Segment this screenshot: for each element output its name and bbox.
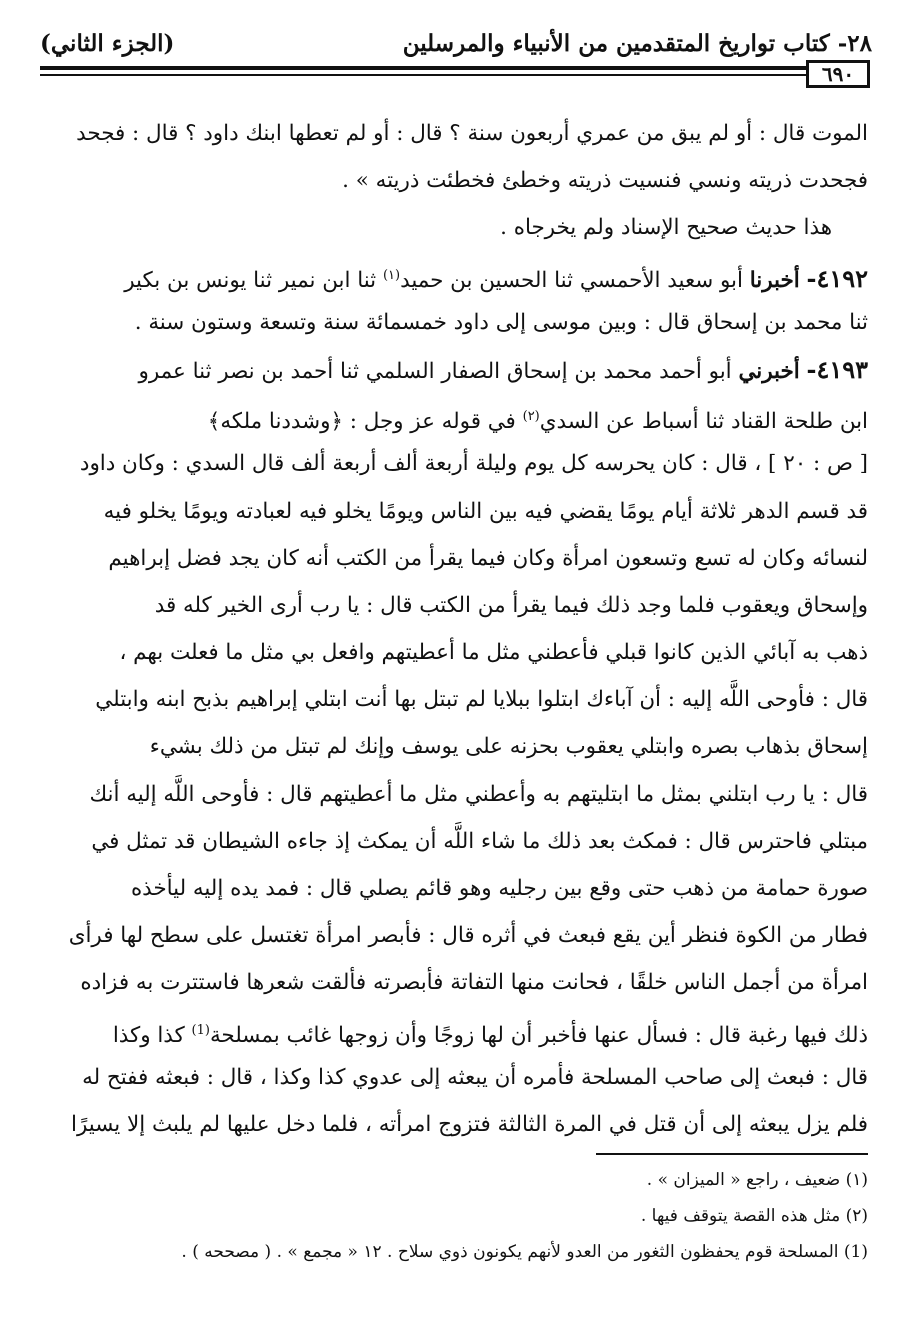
text-line: امرأة من أجمل الناس خلقًا ، فحانت منها التفاتة فأبصرته فألقت شعرها فاستترت به فزاده — [80, 970, 868, 996]
text-line: هذا حديث صحيح الإسناد ولم يخرجاه . — [500, 215, 832, 241]
text-line: ذهب به آبائي الذين كانوا قبلي فأعطني مثل ما أعطيتهم وافعل بي مثل ما فعلت بهم ، — [119, 640, 868, 666]
text-line — [50, 1007, 868, 1054]
footnote: (١) ضعيف ، راجع « الميزان » . — [646, 1170, 868, 1190]
chapter-title: ٢٨- كتاب تواريخ المتقدمين من الأنبياء والمرسلين — [402, 30, 872, 57]
text-line: لنسائه وكان له تسع وتسعون امرأة وكان فيما يقرأ من الكتب أنه كان يجد فضل إبراهيم — [108, 545, 868, 571]
volume-label: (الجزء الثاني) — [40, 30, 175, 57]
header-rule-thick — [40, 66, 806, 70]
text-line: إسحاق بذهاب بصره وابتلي يعقوب بحزنه على يوسف وإنك لم تبتل من ذلك بشيء — [149, 734, 868, 760]
footnote-divider — [596, 1153, 868, 1155]
narration-keyword: أخبرني — [738, 358, 800, 384]
text-line: قال : فأوحى اللَّه إليه : أن آباءك ابتلوا ببلايا لم تبتل بها أنت ابتلي إبراهيم بذبح ابنه وابتلي — [95, 687, 868, 713]
body-text: ذلك فيها رغبة قال : فسأل عنها فأخبر أن لها زوجًا وأن زوجها غائب بمسلحة — [209, 1022, 868, 1048]
text-line: [ ص : ٢٠ ] ، قال : كان يحرسه كل يوم وليلة أربعة ألف أربعة ألف قال السدي : وكان داود — [79, 451, 868, 477]
footnote-ref: (١) — [382, 267, 401, 283]
text-line: ثنا محمد بن إسحاق قال : وبين موسى إلى داود خمسمائة سنة وتسعة وستون سنة . — [134, 309, 868, 335]
hadith-4192-line — [50, 252, 868, 299]
header-rule-thin — [40, 74, 806, 76]
page-number: ٦٩٠ — [806, 60, 870, 88]
text-line: الموت قال : أو لم يبق من عمري أربعون سنة ؟ قال : أو لم تعطها ابنك داود ؟ قال : فجحد — [76, 121, 868, 146]
isnad-text: أبو سعيد الأحمسي ثنا الحسين بن حميد — [400, 267, 743, 293]
main-text — [50, 110, 868, 1148]
hadith-number: ٤١٩٢- — [806, 263, 868, 293]
text-line: وإسحاق ويعقوب فلما وجد ذلك فيما يقرأ من الكتب قال : يا رب أرى الخير كله قد — [154, 592, 868, 618]
text-line: فجحدت ذريته ونسي فنسيت ذريته وخطئ فخطئت ذريته » . — [342, 168, 868, 194]
text-line: فلم يزل يبعثه إلى أن قتل في المرة الثالثة فتزوج امرأته ، فلما دخل عليها لم يلبث إلا يسيرًا — [71, 1111, 868, 1137]
footnote-ref: (1) — [191, 1022, 210, 1038]
hadith-number: ٤١٩٣- — [806, 354, 868, 384]
text-line — [50, 393, 868, 440]
footnote: (1) المسلحة قوم يحفظون الثغور من العدو لأنهم يكونون ذوي سلاح . ١٢ « مجمع » . ( مصححه ) . — [181, 1242, 868, 1262]
quran-quote: في قوله عز وجل : ﴿وشددنا ملكه﴾ — [207, 409, 516, 435]
isnad-text: ثنا ابن نمير ثنا يونس بن بكير — [124, 267, 377, 293]
footnote: (٢) مثل هذه القصة يتوقف فيها . — [640, 1206, 868, 1226]
body-text: كذا وكذا — [112, 1022, 185, 1048]
footnote-ref: (٢) — [522, 409, 540, 425]
text-line: قال : يا رب ابتلني بمثل ما ابتليتهم به وأعطني مثل ما أعطيتهم قال : فأوحى اللَّه إليه أنك — [89, 781, 868, 807]
text-line: صورة حمامة من ذهب حتى وقع بين رجليه وهو قائم يصلي قال : فمد يده إليه ليأخذه — [130, 876, 868, 901]
text-line: قد قسم الدهر ثلاثة أيام يومًا يقضي فيه بين الناس ويومًا يخلو فيه لعبادته ويومًا يخلو فيه — [103, 498, 868, 524]
text-line: قال : فبعث إلى صاحب المسلحة فأمره أن يبعثه إلى عدوي كذا وكذا ، قال : فبعثه ففتح له — [82, 1064, 868, 1090]
hadith-4193-line — [50, 346, 868, 393]
footnotes — [50, 1162, 868, 1270]
isnad-text: أبو أحمد محمد بن إسحاق الصفار السلمي ثنا أحمد بن نصر ثنا عمرو — [138, 358, 732, 384]
isnad-text: ابن طلحة القناد ثنا أسباط عن السدي — [539, 409, 868, 435]
text-line: مبتلي فاحترس قال : فمكث بعد ذلك ما شاء اللَّه أن يمكث إذ جاءه الشيطان قد تمثل في — [91, 828, 868, 854]
page-header — [40, 24, 872, 68]
narration-keyword: أخبرنا — [749, 267, 800, 293]
text-line: فطار من الكوة فنظر أين يقع فبعث في أثره قال : فأبصر امرأة تغتسل على سطح لها فرأى — [68, 923, 868, 949]
